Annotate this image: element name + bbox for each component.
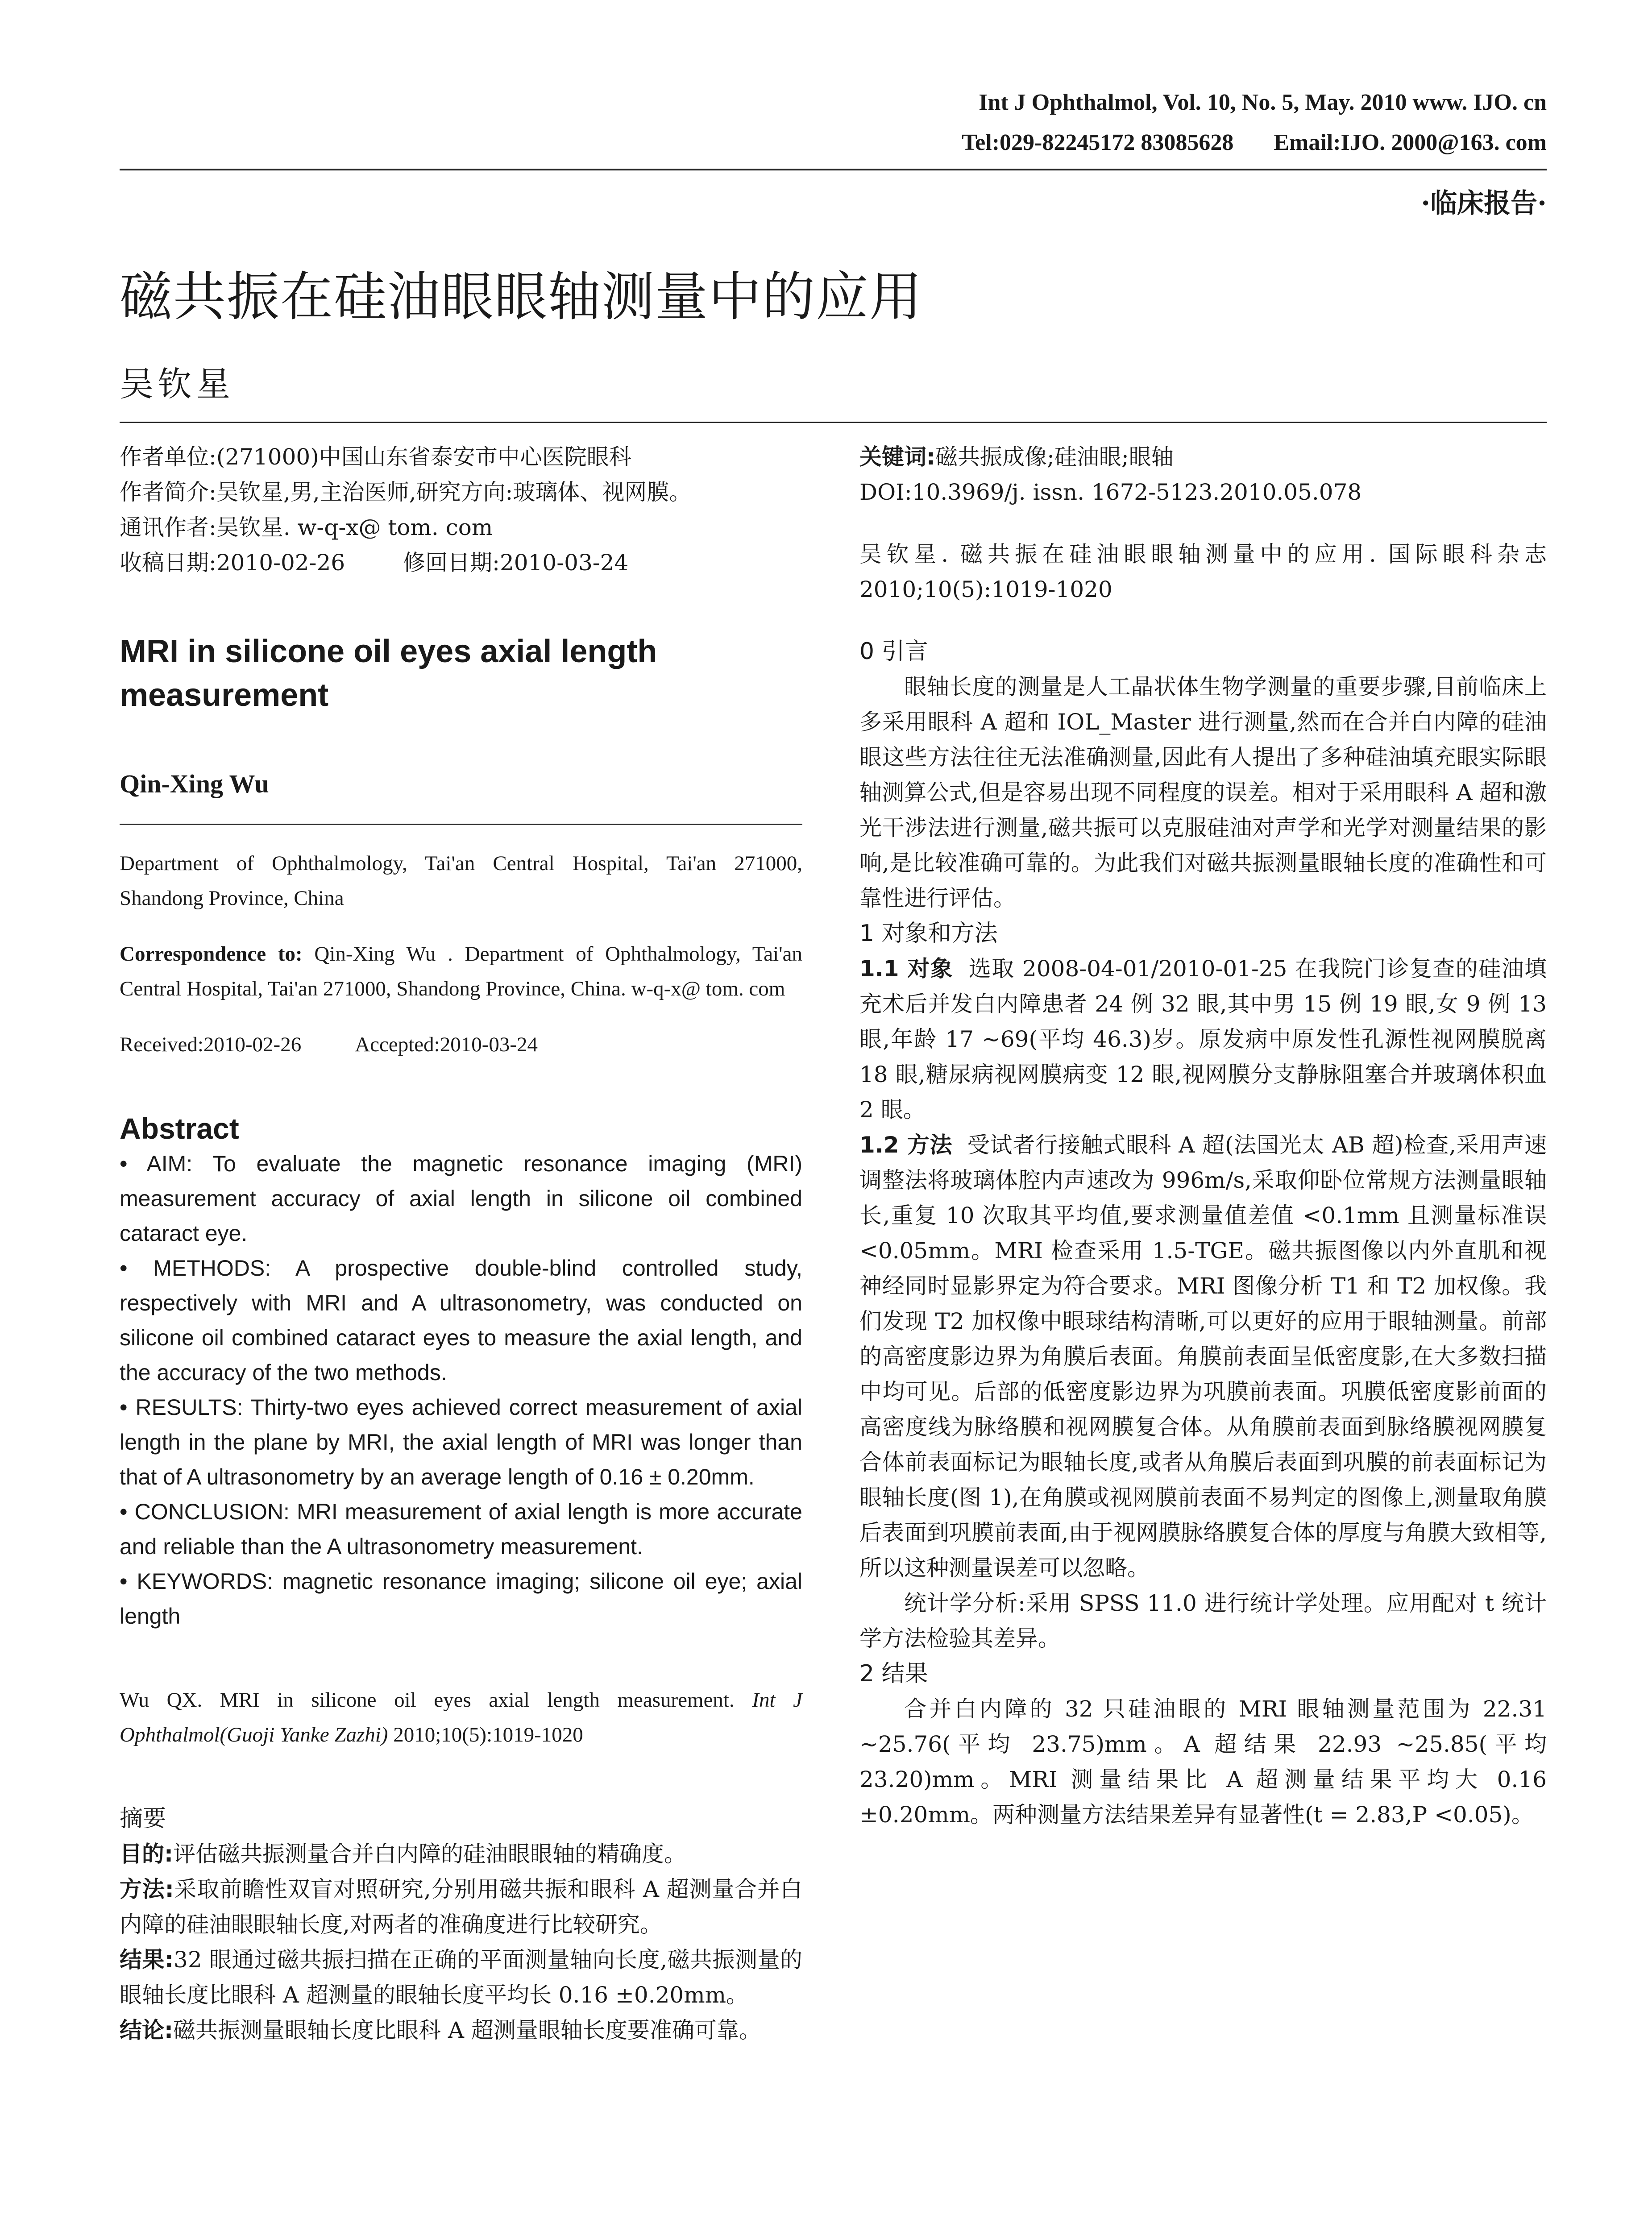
cn-abstract-heading: 摘要 [120, 1805, 166, 1832]
received-date: 收稿日期:2010-02-26 [120, 550, 345, 576]
author-name: 吴钦星 [120, 364, 235, 404]
affiliation: 作者单位:(271000)中国山东省泰安市中心医院眼科 [120, 444, 631, 470]
intro-heading: 0 引言 [859, 638, 928, 665]
abstract-conclusion: • CONCLUSION: MRI measurement of axial length is more accurate and reliable than the A ultrasonometry measurement. [120, 1499, 802, 1559]
methods-stats: 统计学分析:采用 SPSS 11.0 进行统计学处理。应用配对 t 统计学方法检验其差异。 [859, 1590, 1547, 1651]
conclusion-text: 磁共振测量眼轴长度比眼科 A 超测量眼轴长度要准确可靠。 [173, 2017, 761, 2043]
abstract-keywords: • KEYWORDS: magnetic resonance imaging; silicone oil eye; axial length [120, 1569, 802, 1629]
keywords-label: 关键词: [859, 444, 935, 470]
methods-heading: 1 对象和方法 [859, 920, 998, 947]
journal-contact-line [962, 129, 1547, 156]
right-column [859, 440, 1547, 2231]
citation-volume: 2010;10(5):1019-1020 [388, 1723, 583, 1746]
left-column [120, 440, 802, 2231]
abstract-results: • RESULTS: Thirty-two eyes achieved correct measurement of axial length in the plane by MRI, the axial length of MRI was longer than that of A ultrasonometry by an average length of 0.16 ± 0.20mm. [120, 1395, 802, 1489]
abstract-methods: • METHODS: A prospective double-blind controlled study, respectively with MRI and A ultrasonometry, was conducted on silicone oil combined cataract eyes to measure the axial length, and the accuracy of the two methods. [120, 1256, 802, 1385]
cn-abstract-results [120, 1942, 802, 2013]
english-citation [120, 1683, 802, 1752]
cn-abstract-methods [120, 1872, 802, 1942]
cn-abstract-aim [120, 1837, 802, 1872]
results-body: 合并白内障的 32 只硅油眼的 MRI 眼轴测量范围为 22.31 ~25.76(平均 23.75)mm。A 超结果 22.93 ~25.85(平均 23.20)mm。MRI 测量结果比 A 超测量结果平均大 0.16 ±0.20mm。两种测量方法结果差异有显著性(t = 2.83,P <0.05)。 [859, 1696, 1547, 1828]
procedure-label: 1.2 方法 [859, 1132, 953, 1158]
results-label: 结果: [120, 1947, 174, 1973]
subjects-text: 选取 2008-04-01/2010-01-25 在我院门诊复查的硅油填充术后并发白内障患者 24 例 32 眼,其中男 15 例 19 眼,女 9 例 13 眼,年龄 17 ~69(平均 46.3)岁。原发病中原发性孔源性视网膜脱离 18 眼,糖尿病视网膜病变 12 眼,视网膜分支静脉阻塞合并玻璃体积血 2 眼。 [859, 956, 1547, 1123]
english-rule [120, 824, 802, 825]
aim-text: 评估磁共振测量合并白内障的硅油眼眼轴的精确度。 [173, 1841, 686, 1867]
abstract-heading: Abstract [120, 1112, 239, 1145]
english-received: Received:2010-02-26 [120, 1033, 302, 1056]
methods-text: 采取前瞻性双盲对照研究,分别用磁共振和眼科 A 超测量合并白内障的硅油眼眼轴长度,对两者的准确度进行比较研究。 [120, 1876, 802, 1937]
procedure-text: 受试者行接触式眼科 A 超(法国光太 AB 超)检查,采用声速调整法将玻璃体腔内声速改为 996m/s,采取仰卧位常规方法测量眼轴长,重复 10 次取其平均值,要求测量值差值 <0.1mm 且测量标准误 <0.05mm。MRI 检查采用 1.5-TGE。磁共振图像以内外直肌和视神经同时显影界定为符合要求。MRI 图像分析 T1 和 T2 加权像。我们发现 T2 加权像中眼球结构清晰,可以更好的应用于眼轴测量。前部的高密度影边界为角膜后表面。角膜前表面呈低密度影,在大多数扫描中均可见。后部的低密度影边界为巩膜前表面。巩膜低密度影前面的高密度线为脉络膜和视网膜复合体。从角膜前表面到脉络膜视网膜复合体前表面标记为眼轴长度,或者从角膜后表面到巩膜的前表面标记为眼轴长度(图 1),在角膜或视网膜前表面不易判定的图像上,测量取角膜后表面到巩膜前表面,由于视网膜脉络膜复合体的厚度与角膜大致相等,所以这种测量误差可以忽略。 [859, 1132, 1547, 1581]
methods-procedure [859, 1128, 1547, 1586]
citation-text: Wu QX. MRI in silicone oil eyes axial length measurement. [120, 1688, 752, 1712]
revised-date: 修回日期:2010-03-24 [403, 550, 629, 576]
conclusion-label: 结论: [120, 2017, 173, 2043]
title-rule [120, 422, 1547, 423]
correspondence-label: Correspondence to: [120, 942, 303, 966]
keywords-text: 磁共振成像;硅油眼;眼轴 [935, 444, 1174, 470]
cn-abstract-conclusion [120, 2013, 802, 2048]
english-affiliation: Department of Ophthalmology, Tai'an Central Hospital, Tai'an 271000, Shandong Province, China [120, 852, 802, 910]
english-correspondence [120, 937, 802, 1006]
journal-email: Email:IJO. 2000@163. com [1274, 130, 1547, 155]
correspondence-text: Qin-Xing Wu . Department of Ophthalmology, Tai'an Central Hospital, Tai'an 271000, Shandong Province, China. w-q-x@ tom. com [120, 942, 802, 1000]
english-dates [120, 1027, 802, 1062]
journal-header-line: Int J Ophthalmol, Vol. 10, No. 5, May. 2010 www. IJO. cn [979, 90, 1547, 115]
author-bio: 作者简介:吴钦星,男,主治医师,研究方向:玻璃体、视网膜。 [120, 479, 692, 505]
doi: DOI:10.3969/j. issn. 1672-5123.2010.05.078 [859, 479, 1362, 505]
citation-journal: Int J Ophthalmol(Guoji Yanke Zazhi) [120, 1688, 802, 1746]
intro-body: 眼轴长度的测量是人工晶状体生物学测量的重要步骤,目前临床上多采用眼科 A 超和 IOL_Master 进行测量,然而在合并白内障的硅油眼这些方法往往无法准确测量,因此有人提出了多种硅油填充眼实际眼轴测算公式,但是容易出现不同程度的误差。相对于采用眼科 A 超和激光干涉法进行测量,磁共振可以克服硅油对声学和光学对测量结果的影响,是比较准确可靠的。为此我们对磁共振测量眼轴长度的准确性和可靠性进行评估。 [859, 674, 1547, 911]
results-heading: 2 结果 [859, 1660, 928, 1687]
methods-label: 方法: [120, 1876, 174, 1902]
header-rule [120, 169, 1547, 170]
correspondence: 通讯作者:吴钦星. w-q-x@ tom. com [120, 514, 493, 540]
english-accepted: Accepted:2010-03-24 [355, 1033, 538, 1056]
page-title: 磁共振在硅油眼眼轴测量中的应用 [120, 266, 923, 328]
subjects-label: 1.1 对象 [859, 956, 954, 982]
section-tag: ·临床报告· [1421, 188, 1547, 219]
methods-subjects [859, 951, 1547, 1128]
results-text: 32 眼通过磁共振扫描在正确的平面测量轴向长度,磁共振测量的眼轴长度比眼科 A 超测量的眼轴长度平均长 0.16 ±0.20mm。 [120, 1947, 802, 2008]
cn-citation: 吴钦星. 磁共振在硅油眼眼轴测量中的应用. 国际眼科杂志 2010;10(5):1019-1020 [859, 541, 1547, 602]
abstract-aim: • AIM: To evaluate the magnetic resonance imaging (MRI) measurement accuracy of axial length in silicone oil combined cataract eye. [120, 1151, 802, 1246]
english-title: MRI in silicone oil eyes axial length measurement [120, 634, 657, 713]
journal-tel: Tel:029-82245172 83085628 [962, 130, 1234, 155]
aim-label: 目的: [120, 1841, 173, 1867]
dates [120, 545, 802, 581]
cn-keywords [859, 440, 1547, 475]
english-author: Qin-Xing Wu [120, 769, 269, 798]
